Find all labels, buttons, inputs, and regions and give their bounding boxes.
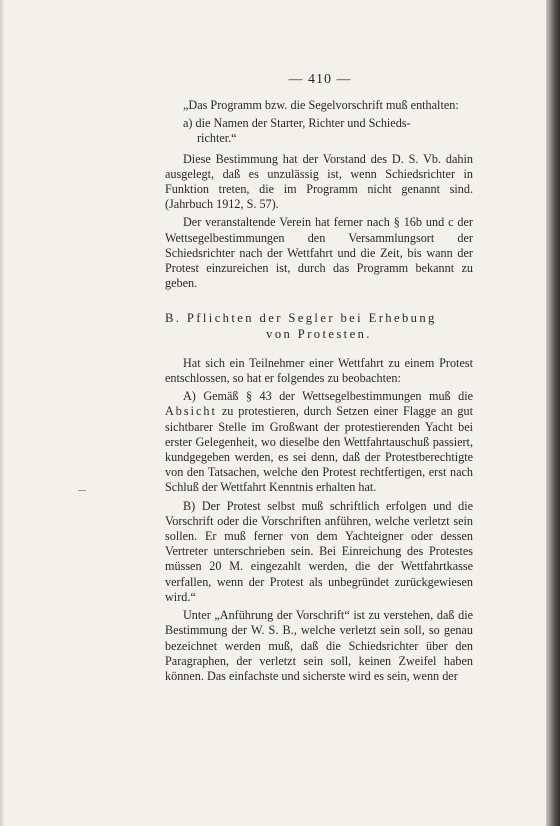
paragraph-rule-a (165, 389, 473, 495)
section-heading-line1: B. Pflichten der Segler bei Erhebung (165, 311, 437, 326)
rule-a-end: zu protestieren, durch Setzen einer Flagge an gut sichtbarer Stelle im Großwant der protestierenden Yacht bei erster Gelegenheit, wo dieselbe den Wettfahrtauschuß passiert, kundgegeben werden, es sei denn, daß der Protestberechtigte von den Tatsachen, welche den Protest rechtfertigen, erst nach Schluß der Wettfahrt Kenntnis erhalten hat. (165, 404, 474, 495)
paragraph-intro: Hat sich ein Teilnehmer einer Wettfahrt zu einem Protest entschlossen, so hat er folgendes zu beobachten: (165, 355, 473, 386)
list-item-a-label: a) (183, 116, 193, 131)
page-body (165, 98, 473, 687)
rule-a-start: A) Gemäß § 43 der Wettsegelbestimmungen muß die (183, 389, 473, 404)
list-item-a (165, 116, 473, 146)
section-heading-line2: von Protesten. (266, 326, 372, 341)
page-edge-left (0, 0, 5, 826)
list-item-a-text-line2: richter.“ (197, 131, 237, 146)
page-number: — 410 — (288, 72, 352, 87)
paragraph-program-quote: „Das Programm bzw. die Segelvorschrift muß enthalten: (183, 98, 459, 112)
paragraph-rule-b: B) Der Protest selbst muß schriftlich erfolgen und die Vorschrift oder die Vorschriften anführen, welche verletzt sein sollen. Er muß ferner von dem Yachteigner oder dessen Vertreter unterschrieben sein. Bei Einreichung des Protestes müssen 20 M. eingezahlt werden, die der Wettfahrtkasse verfallen, wenn der Protest als unbegründet zurückgewiesen wird.“ (165, 498, 473, 604)
list-item-a-text-line1: die Namen der Starter, Richter und Schieds- (195, 116, 411, 131)
paragraph-organizer: Der veranstaltende Verein hat ferner nach § 16b und c der Wettsegelbestimmungen den Versammlungsort der Schiedsrichter nach der Wettfahrt und die Zeit, bis wann der Protest einzureichen ist, durch das Programm bekannt zu geben. (165, 215, 473, 291)
paragraph-explanation: Unter „Anführung der Vorschrift“ ist zu verstehen, daß die Bestimmung der W. S. B., welche verletzt sein soll, so genau bezeichnet werden muß, daß die Schiedsrichter über den Paragraphen, der verletzt sein soll, keinen Zweifel haben können. Das einfachste und sicherste wird es sein, wenn der (165, 608, 473, 683)
paragraph-interpretation: Diese Bestimmung hat der Vorstand des D. S. Vb. dahin ausgelegt, daß es unzulässig ist, wenn Schiedsrichter in Funktion treten, die im Programm nicht genannt sind. (Jahrbuch 1912, S. 57). (165, 151, 473, 212)
section-heading (165, 311, 473, 341)
margin-mark (78, 490, 86, 491)
page-edge-right (546, 0, 560, 826)
rule-a-emphasis: Absicht (165, 404, 217, 419)
